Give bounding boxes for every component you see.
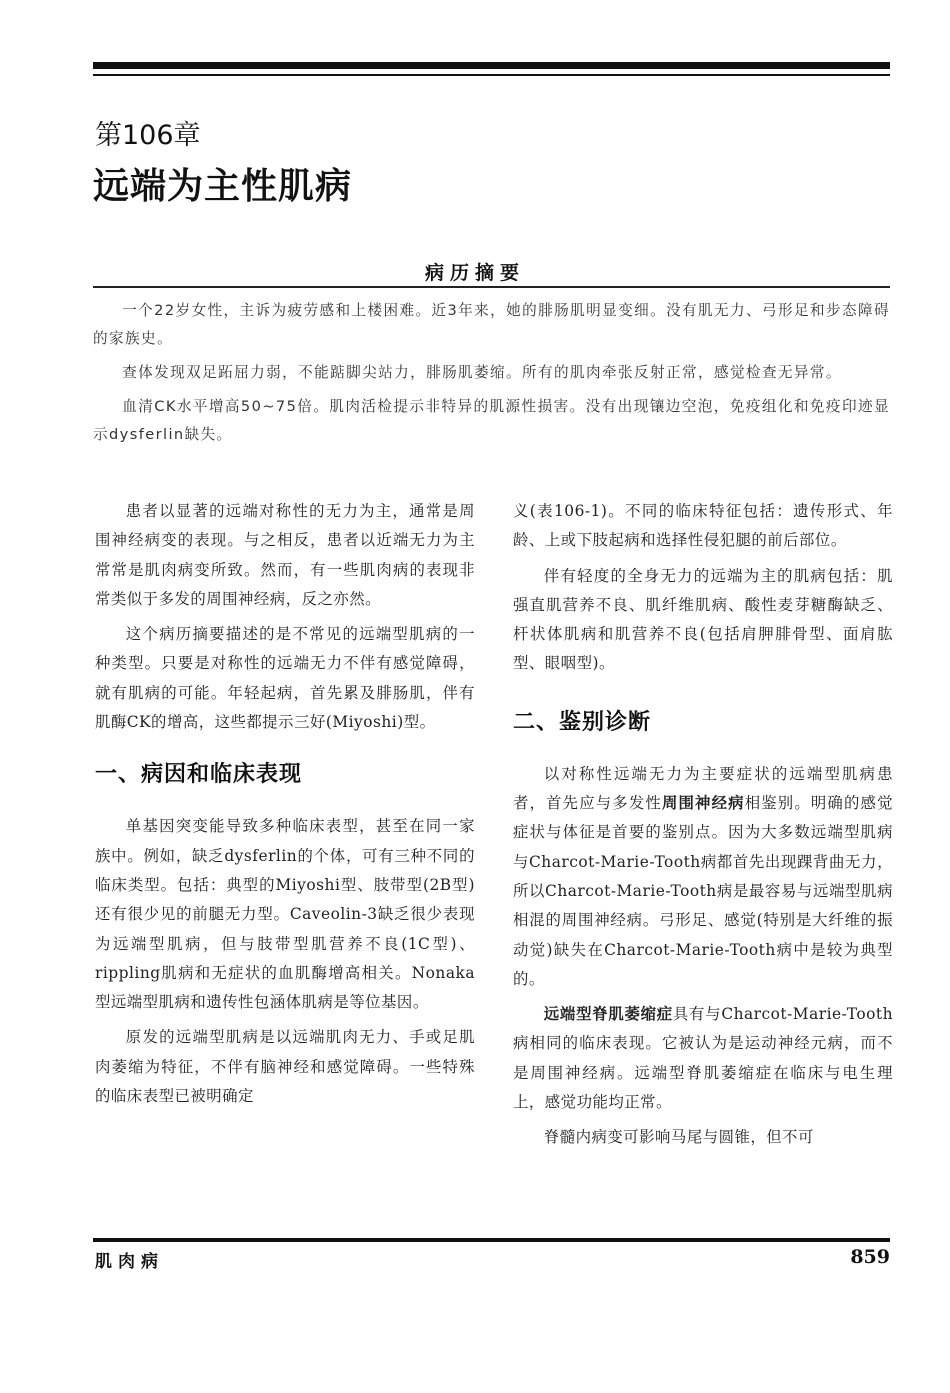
text-span: 相鉴别。明确的感觉症状与体征是首要的鉴别点。因为大多数远端型肌病与Charcot-Marie-Tooth病都首先出现踝背曲无力，所以Charcot-Marie-Tooth病是最容易与远端型肌病相混的周围神经病。弓形足、感觉(特别是大纤维的振动觉)缺失在Charcot-Marie-Tooth病中是较为典型的。 xyxy=(513,794,893,988)
footer-rule xyxy=(93,1238,890,1242)
chapter-title: 远端为主性肌病 xyxy=(93,166,353,207)
body-paragraph: 伴有轻度的全身无力的远端为主的肌病包括：肌强直肌营养不良、肌纤维肌病、酸性麦芽糖酶缺乏、杆状体肌病和肌营养不良(包括肩胛腓骨型、面肩肱型、眼咽型)。 xyxy=(513,566,893,673)
footer-section-name: 肌肉病 xyxy=(95,1252,164,1272)
intro-paragraph-2: 这个病历摘要描述的是不常见的远端型肌病的一种类型。只要是对称性的远端无力不伴有感觉障碍，就有肌病的可能。年轻起病，首先累及腓肠肌，伴有肌酶CK的增高，这些都提示三好(Miyoshi)型。 xyxy=(95,625,475,732)
summary-paragraph: 血清CK水平增高50~75倍。肌肉活检提示非特异的肌源性损害。没有出现镶边空泡，免疫组化和免疫印迹显示dysferlin缺失。 xyxy=(93,398,890,443)
page-number: 859 xyxy=(850,1246,890,1268)
summary-paragraph: 查体发现双足跖屈力弱，不能踮脚尖站力，腓肠肌萎缩。所有的肌肉牵张反射正常，感觉检查无异常。 xyxy=(122,364,842,381)
top-rule-thick xyxy=(93,62,890,69)
left-column xyxy=(95,497,475,1117)
body-paragraph xyxy=(513,760,893,994)
body-paragraph: 原发的远端型肌病是以远端肌肉无力、手或足肌肉萎缩为特征，不伴有脑神经和感觉障碍。一些特殊的临床表型已被明确定 xyxy=(95,1028,475,1106)
text-span: 以对称性远端无力为主要症状的远端型肌病患者，首先应与多发性 xyxy=(513,764,893,813)
summary-heading: 病历摘要 xyxy=(424,262,525,284)
body-paragraph: 脊髓内病变可影响马尾与圆锥，但不可 xyxy=(543,1128,814,1147)
section-heading-differential: 二、鉴别诊断 xyxy=(513,709,652,735)
body-paragraph xyxy=(513,1000,893,1117)
intro-paragraph-1: 患者以显著的远端对称性的无力为主，通常是周围神经病变的表现。与之相反，患者以近端无力为主常常是肌肉病变所致。然而，有一些肌肉病的表现非常类似于多发的周围神经病，反之亦然。 xyxy=(95,502,475,608)
bold-term-peripheral-neuropathy: 周围神经病 xyxy=(661,794,745,813)
section-heading-etiology: 一、病因和临床表现 xyxy=(95,762,303,788)
text-span: 具有与Charcot-Marie-Tooth病相同的临床表现。它被认为是运动神经元病，而不是周围神经病。远端型脊肌萎缩症在临床与电生理上，感觉功能均正常。 xyxy=(513,1005,893,1112)
chapter-number: 第106章 xyxy=(95,120,201,151)
body-paragraph: 单基因突变能导致多种临床表型，甚至在同一家族中。例如，缺乏dysferlin的个体，可有三种不同的临床类型。包括：典型的Miyoshi型、肢带型(2B型)还有很少见的前腿无力型。Caveolin-3缺乏很少表现为远端型肌病，但与肢带型肌营养不良(1C型)、rippling肌病和无症状的血肌酶增高相关。Nonaka型远端型肌病和遗传性包涵体肌病是等位基因。 xyxy=(95,817,475,1012)
bold-term-distal-sma: 远端型脊肌萎缩症 xyxy=(543,1005,673,1024)
top-rule-thin xyxy=(93,74,890,76)
summary-paragraph: 一个22岁女性，主诉为疲劳感和上楼困难。近3年来，她的腓肠肌明显变细。没有肌无力、弓形足和步态障碍的家族史。 xyxy=(93,302,890,347)
summary-rule xyxy=(93,286,890,288)
continued-paragraph: 义(表106-1)。不同的临床特征包括：遗传形式、年龄、上或下肢起病和选择性侵犯腿的前后部位。 xyxy=(513,502,893,550)
right-column xyxy=(513,497,893,1159)
case-summary xyxy=(93,297,890,455)
